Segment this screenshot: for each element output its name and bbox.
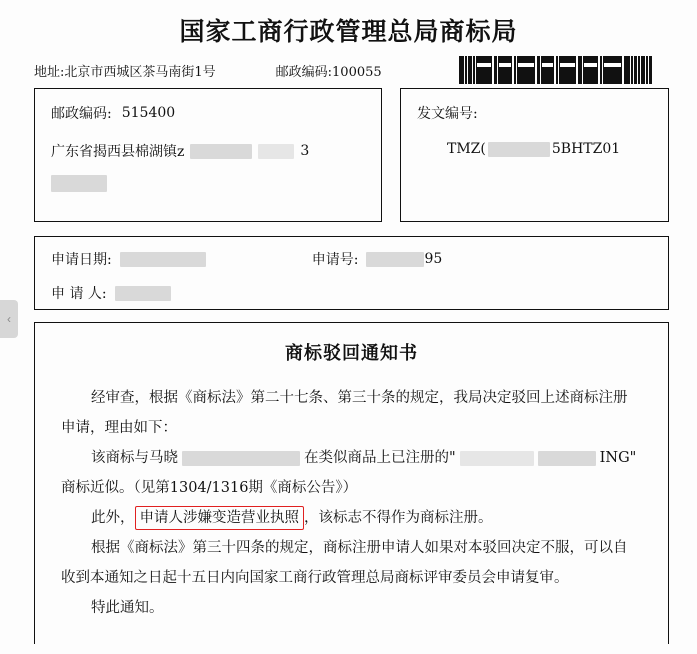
redaction-block [258, 144, 294, 159]
para3-suffix: ，该标志不得作为商标注册。 [304, 510, 493, 526]
header-meta-row [0, 54, 697, 86]
redaction-block [120, 252, 206, 267]
applicant-label: 申 请 人: [51, 286, 107, 302]
issue-number-value-line [417, 141, 652, 157]
redaction-block [51, 175, 107, 192]
issue-number-label: 发文编号: [417, 106, 478, 122]
page-title: 国家工商行政管理总局商标局 [179, 17, 518, 46]
notice-paragraph-3 [61, 503, 642, 533]
recipient-address-tail: 3 [300, 143, 310, 159]
notice-paragraph-5: 特此通知。 [91, 600, 164, 616]
para2-suffix: ING" [599, 450, 637, 466]
issue-number-prefix: TMZ( [447, 141, 486, 157]
applicant-row [51, 283, 652, 303]
recipient-address-text: 广东省揭西县棉湖镇z [51, 144, 185, 160]
notice-paragraph-1-line-1: 经审查，根据《商标法》第二十七条、第三十条的规定，我局决定驳回上述商标注册 [91, 390, 628, 406]
redaction-block [190, 144, 252, 159]
apply-no-suffix: 95 [424, 251, 443, 267]
barcode-icon [459, 56, 669, 84]
recipient-postcode-value: 515400 [121, 105, 176, 121]
redaction-block [366, 252, 424, 267]
notice-paragraph-2-line-1 [61, 443, 642, 473]
notice-paragraph-2-line-2: 商标近似。（见第1304/1316期《商标公告》） [61, 480, 358, 496]
redaction-block [460, 451, 534, 466]
para2-prefix: 该商标与马晓 [91, 450, 178, 466]
para3-prefix: 此外， [91, 510, 135, 526]
recipient-address-line-2 [51, 175, 365, 192]
issue-number-label-line [417, 103, 652, 123]
application-date-row [51, 249, 652, 269]
notice-body-box [34, 322, 669, 644]
recipient-postcode-line [51, 103, 365, 123]
redaction-block [115, 286, 171, 301]
recipient-address-line-1 [51, 141, 365, 161]
recipient-box [34, 88, 382, 222]
recipient-postcode-label: 邮政编码: [51, 106, 112, 122]
para2-mid: 在类似商品上已注册的" [304, 450, 456, 466]
notice-paragraph-4-line-2: 收到本通知之日起十五日内向国家工商行政管理总局商标评审委员会申请复审。 [61, 570, 569, 586]
redaction-block [488, 142, 550, 157]
chevron-left-icon: ‹ [7, 312, 11, 326]
notice-paragraph-1-line-2: 申请，理由如下： [61, 420, 177, 436]
apply-date-label: 申请日期: [51, 252, 112, 268]
notice-paragraph-4-line-1: 根据《商标法》第三十四条的规定，商标注册申请人如果对本驳回决定不服，可以自 [91, 540, 628, 556]
office-address: 地址:北京市西城区茶马南街1号 [34, 64, 216, 80]
office-postcode: 邮政编码:100055 [275, 64, 382, 80]
address-boxes-row [0, 88, 697, 222]
scroll-back-handle[interactable] [0, 300, 18, 338]
apply-no-label: 申请号: [311, 252, 359, 268]
highlighted-statement: 申请人涉嫌变造营业执照 [135, 506, 305, 530]
application-meta-box [34, 236, 669, 310]
notice-title: 商标驳回通知书 [285, 343, 418, 364]
redaction-block [182, 451, 300, 466]
issue-number-box [400, 88, 669, 222]
redaction-block [538, 451, 596, 466]
issue-number-suffix: 5BHTZ01 [551, 141, 621, 157]
